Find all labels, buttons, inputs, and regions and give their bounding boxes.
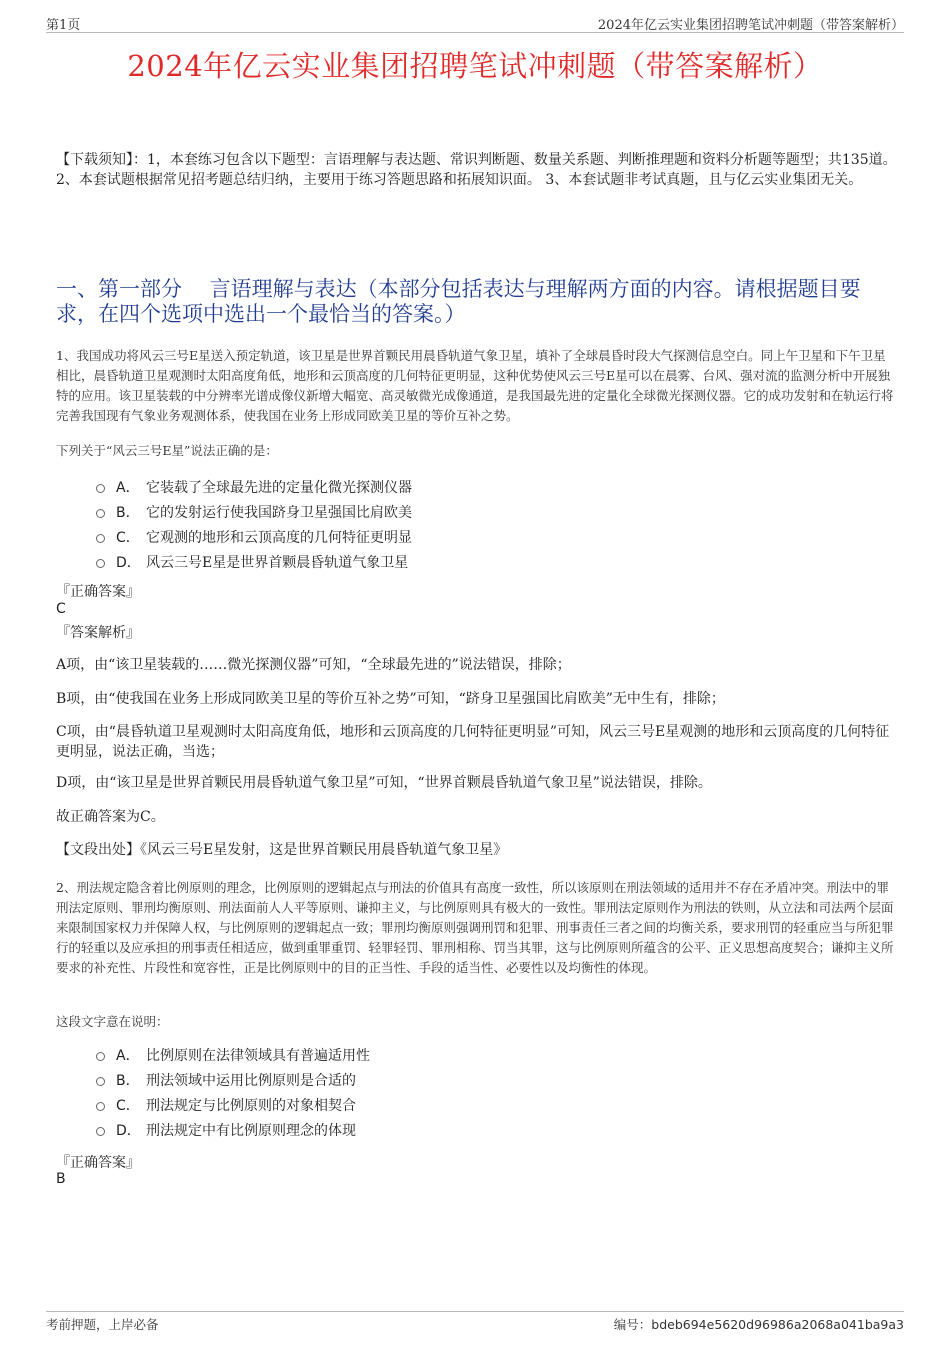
question-1-stem: 1、我国成功将风云三号E星送入预定轨道，该卫星是世界首颗民用晨昏轨道气象卫星，填补了全球晨昏时段大气探测信息空白。同上午卫星和下午卫星相比，晨昏轨道卫星观测时太阳高度角低，地形和云顶高度的几何特征更明显，这种优势使风云三号E星可以在晨雾、台风、强对流的监测分析中开展独特的应用。该卫星装载的中分辨率光谱成像仪新增大幅宽、高灵敏微光成像通道，是我国最先进的定量化全球微光探测仪器。它的成功发射和在轨运行将完善我国现有气象业务观测体系，使我国在业务上形成同欧美卫星的等价互补之势。 xyxy=(56,348,894,423)
option-a[interactable] xyxy=(96,474,876,499)
option-c[interactable] xyxy=(96,1092,876,1117)
analysis-item-b: B项，由“使我国在业务上形成同欧美卫星的等价互补之势”可知，“跻身卫星强国比肩欧美”无中生有，排除； xyxy=(56,691,725,707)
page-header xyxy=(46,14,904,33)
document-code xyxy=(614,1315,904,1333)
answer-value: C xyxy=(56,601,66,617)
option-text: 刑法规定中有比例原则理念的体现 xyxy=(146,1122,356,1139)
option-text: 比例原则在法律领域具有普遍适用性 xyxy=(146,1047,370,1064)
question-1-prompt: 下列关于“风云三号E星”说法正确的是： xyxy=(56,443,278,458)
radio-icon[interactable] xyxy=(96,509,105,518)
analysis-conclusion: 故正确答案为C。 xyxy=(56,809,165,825)
radio-icon[interactable] xyxy=(96,559,105,568)
option-text: 刑法规定与比例原则的对象相契合 xyxy=(146,1097,356,1114)
text-source: 【文段出处】《风云三号E星发射，这是世界首颗民用晨昏轨道气象卫星》 xyxy=(56,842,508,858)
answer-label: 『正确答案』 xyxy=(56,1155,140,1171)
option-b[interactable] xyxy=(96,1067,876,1092)
answer-label: 『正确答案』 xyxy=(56,584,140,600)
analysis-label: 『答案解析』 xyxy=(56,625,140,641)
download-notice: 【下载须知】：1，本套练习包含以下题型：言语理解与表达题、常识判断题、数量关系题、判断推理题和资料分析题等题型；共135道。 2、本套试题根据常见招考题总结归纳，主要用于练习答题思路和拓展知识面。 3、本套试题非考试真题，且与亿云实业集团无关。 xyxy=(56,152,897,188)
radio-icon[interactable] xyxy=(96,1077,105,1086)
radio-icon[interactable] xyxy=(96,484,105,493)
option-text: 刑法领域中运用比例原则是合适的 xyxy=(146,1072,356,1089)
option-d[interactable] xyxy=(96,1117,876,1142)
page-footer xyxy=(46,1311,904,1334)
question-2-prompt: 这段文字意在说明： xyxy=(56,1014,169,1029)
radio-icon[interactable] xyxy=(96,1127,105,1136)
section-heading: 一、第一部分 言语理解与表达（本部分包括表达与理解两方面的内容。请根据题目要求，在四个选项中选出一个最恰当的答案。） xyxy=(56,277,861,326)
option-letter: C． xyxy=(116,1097,140,1114)
question-1-options xyxy=(96,474,876,574)
option-letter: D． xyxy=(116,1122,141,1139)
answer-value: B xyxy=(56,1171,66,1187)
option-text: 它装载了全球最先进的定量化微光探测仪器 xyxy=(146,479,412,496)
option-a[interactable] xyxy=(96,1042,876,1067)
radio-icon[interactable] xyxy=(96,534,105,543)
option-text: 风云三号E星是世界首颗晨昏轨道气象卫星 xyxy=(146,554,409,571)
option-b[interactable] xyxy=(96,499,876,524)
option-letter: D． xyxy=(116,554,141,571)
option-letter: B． xyxy=(116,504,140,521)
option-text: 它观测的地形和云顶高度的几何特征更明显 xyxy=(146,529,412,546)
radio-icon[interactable] xyxy=(96,1102,105,1111)
option-letter: B． xyxy=(116,1072,140,1089)
code-value: bdeb694e5620d96986a2068a041ba9a3 xyxy=(651,1317,904,1332)
analysis-item-d: D项，由“该卫星是世界首颗民用晨昏轨道气象卫星”可知，“世界首颗晨昏轨道气象卫星”说法错误，排除。 xyxy=(56,775,712,791)
option-letter: A． xyxy=(116,479,140,496)
footer-slogan: 考前押题，上岸必备 xyxy=(46,1317,159,1332)
code-label: 编号： xyxy=(613,1317,652,1332)
analysis-item-c: C项，由“晨昏轨道卫星观测时太阳高度角低，地形和云顶高度的几何特征更明显”可知，风云三号E星观测的地形和云顶高度的几何特征更明显，说法正确，当选； xyxy=(56,724,890,760)
option-text: 它的发射运行使我国跻身卫星强国比肩欧美 xyxy=(146,504,412,521)
question-2-options xyxy=(96,1042,876,1142)
question-2-stem: 2、刑法规定隐含着比例原则的理念，比例原则的逻辑起点与刑法的价值具有高度一致性，所以该原则在刑法领域的适用并不存在矛盾冲突。刑法中的罪刑法定原则、罪刑均衡原则、刑法面前人人平等原则、谦抑主义，与比例原则具有极大的一致性。罪刑法定原则作为刑法的铁则，从立法和司法两个层面来限制国家权力并保障人权，与比例原则的逻辑起点一致；罪刑均衡原则强调刑罚和犯罪、刑事责任三者之间的均衡关系，要求刑罚的轻重应当与所犯罪行的轻重以及应承担的刑事责任相适应，做到重罪重罚、轻罪轻罚、罪刑相称、罚当其罪，这与比例原则所蕴含的公平、正义思想高度契合；谦抑主义所要求的补充性、片段性和宽容性，正是比例原则中的目的正当性、手段的适当性、必要性以及均衡性的体现。 xyxy=(56,880,894,975)
header-doc-title: 2024年亿云实业集团招聘笔试冲刺题（带答案解析） xyxy=(597,18,904,33)
option-letter: A． xyxy=(116,1047,140,1064)
option-d[interactable] xyxy=(96,549,876,574)
analysis-item-a: A项，由“该卫星装载的……微光探测仪器”可知，“全球最先进的”说法错误，排除； xyxy=(56,657,571,673)
document-title: 2024年亿云实业集团招聘笔试冲刺题（带答案解析） xyxy=(127,49,823,83)
option-c[interactable] xyxy=(96,524,876,549)
radio-icon[interactable] xyxy=(96,1052,105,1061)
option-letter: C． xyxy=(116,529,140,546)
page-number: 第1页 xyxy=(46,18,81,33)
